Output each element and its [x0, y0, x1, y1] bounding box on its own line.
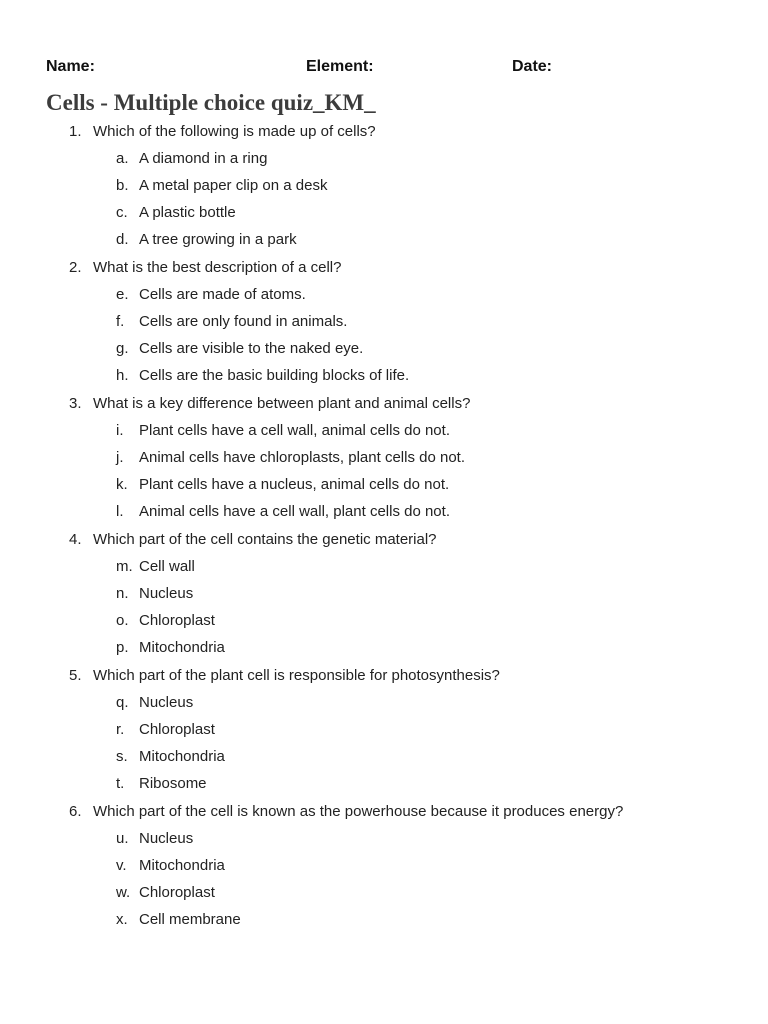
- question-number: 3.: [69, 395, 82, 412]
- question-line: [0, 802, 768, 821]
- question-4: [0, 530, 768, 657]
- question-text: Which part of the cell is known as the powerhouse because it produces energy?: [93, 803, 624, 820]
- option-text: Ribosome: [139, 775, 207, 792]
- option-letter: o.: [116, 612, 129, 629]
- option-letter: r.: [116, 721, 125, 738]
- option-list: [0, 421, 768, 521]
- option-text: Cell membrane: [139, 911, 241, 928]
- option-text: Cells are made of atoms.: [139, 286, 306, 303]
- question-5: [0, 666, 768, 793]
- option-letter: e.: [116, 286, 129, 303]
- question-3: [0, 394, 768, 521]
- option-text: Mitochondria: [139, 857, 225, 874]
- option-item[interactable]: [0, 475, 768, 494]
- option-item[interactable]: [0, 448, 768, 467]
- option-item[interactable]: [0, 584, 768, 603]
- question-line: [0, 122, 768, 141]
- option-item[interactable]: [0, 611, 768, 630]
- option-item[interactable]: [0, 230, 768, 249]
- option-letter: w.: [116, 884, 131, 901]
- option-item[interactable]: [0, 339, 768, 358]
- option-letter: h.: [116, 367, 129, 384]
- option-letter: a.: [116, 150, 129, 167]
- option-letter: b.: [116, 177, 129, 194]
- option-item[interactable]: [0, 910, 768, 929]
- question-list: [0, 122, 768, 938]
- option-text: A tree growing in a park: [139, 231, 297, 248]
- option-text: Chloroplast: [139, 721, 215, 738]
- option-item[interactable]: [0, 366, 768, 385]
- option-item[interactable]: [0, 502, 768, 521]
- question-number: 1.: [69, 123, 82, 140]
- option-list: [0, 829, 768, 929]
- name-label: Name:: [46, 58, 95, 75]
- option-item[interactable]: [0, 747, 768, 766]
- header-fields: [0, 58, 768, 78]
- option-list: [0, 557, 768, 657]
- question-number: 4.: [69, 531, 82, 548]
- option-text: Plant cells have a nucleus, animal cells do not.: [139, 476, 450, 493]
- option-letter: i.: [116, 422, 124, 439]
- option-item[interactable]: [0, 720, 768, 739]
- option-item[interactable]: [0, 557, 768, 576]
- question-line: [0, 258, 768, 277]
- option-text: Plant cells have a cell wall, animal cells do not.: [139, 422, 450, 439]
- option-item[interactable]: [0, 883, 768, 902]
- question-line: [0, 666, 768, 685]
- option-letter: v.: [116, 857, 127, 874]
- option-letter: n.: [116, 585, 129, 602]
- option-list: [0, 285, 768, 385]
- option-letter: m.: [116, 558, 133, 575]
- option-list: [0, 693, 768, 793]
- question-line: [0, 530, 768, 549]
- question-text: What is the best description of a cell?: [93, 259, 342, 276]
- option-text: Nucleus: [139, 694, 194, 711]
- option-letter: j.: [116, 449, 124, 466]
- question-number: 6.: [69, 803, 82, 820]
- option-letter: s.: [116, 748, 128, 765]
- question-text: Which part of the cell contains the genetic material?: [93, 531, 437, 548]
- option-letter: f.: [116, 313, 125, 330]
- question-number: 2.: [69, 259, 82, 276]
- option-text: A plastic bottle: [139, 204, 236, 221]
- option-text: Chloroplast: [139, 884, 215, 901]
- question-line: [0, 394, 768, 413]
- option-text: Nucleus: [139, 585, 194, 602]
- question-1: [0, 122, 768, 249]
- option-letter: x.: [116, 911, 128, 928]
- option-text: Cell wall: [139, 558, 195, 575]
- option-letter: t.: [116, 775, 125, 792]
- option-item[interactable]: [0, 693, 768, 712]
- option-item[interactable]: [0, 856, 768, 875]
- option-letter: p.: [116, 639, 129, 656]
- option-item[interactable]: [0, 829, 768, 848]
- option-letter: k.: [116, 476, 128, 493]
- question-2: [0, 258, 768, 385]
- question-text: Which part of the plant cell is responsible for photosynthesis?: [93, 667, 500, 684]
- quiz-title: Cells - Multiple choice quiz_KM_: [46, 90, 376, 115]
- option-text: A diamond in a ring: [139, 150, 268, 167]
- option-letter: q.: [116, 694, 129, 711]
- option-letter: g.: [116, 340, 129, 357]
- option-text: Animal cells have a cell wall, plant cells do not.: [139, 503, 450, 520]
- option-text: Mitochondria: [139, 748, 225, 765]
- question-6: [0, 802, 768, 929]
- question-number: 5.: [69, 667, 82, 684]
- option-letter: u.: [116, 830, 129, 847]
- option-text: Mitochondria: [139, 639, 225, 656]
- date-label: Date:: [512, 58, 553, 75]
- option-text: Cells are visible to the naked eye.: [139, 340, 364, 357]
- question-text: What is a key difference between plant and animal cells?: [93, 395, 471, 412]
- option-item[interactable]: [0, 285, 768, 304]
- option-text: Nucleus: [139, 830, 194, 847]
- question-text: Which of the following is made up of cells?: [93, 123, 376, 140]
- option-text: Chloroplast: [139, 612, 215, 629]
- option-item[interactable]: [0, 312, 768, 331]
- option-text: Cells are the basic building blocks of life.: [139, 367, 410, 384]
- option-item[interactable]: [0, 774, 768, 793]
- option-letter: c.: [116, 204, 128, 221]
- option-item[interactable]: [0, 638, 768, 657]
- option-item[interactable]: [0, 176, 768, 195]
- option-text: Cells are only found in animals.: [139, 313, 348, 330]
- option-list: [0, 149, 768, 249]
- element-label: Element:: [306, 58, 374, 75]
- option-text: A metal paper clip on a desk: [139, 177, 328, 194]
- option-item[interactable]: [0, 203, 768, 222]
- option-letter: l.: [116, 503, 124, 520]
- option-item[interactable]: [0, 149, 768, 168]
- option-text: Animal cells have chloroplasts, plant cells do not.: [139, 449, 466, 466]
- option-letter: d.: [116, 231, 129, 248]
- option-item[interactable]: [0, 421, 768, 440]
